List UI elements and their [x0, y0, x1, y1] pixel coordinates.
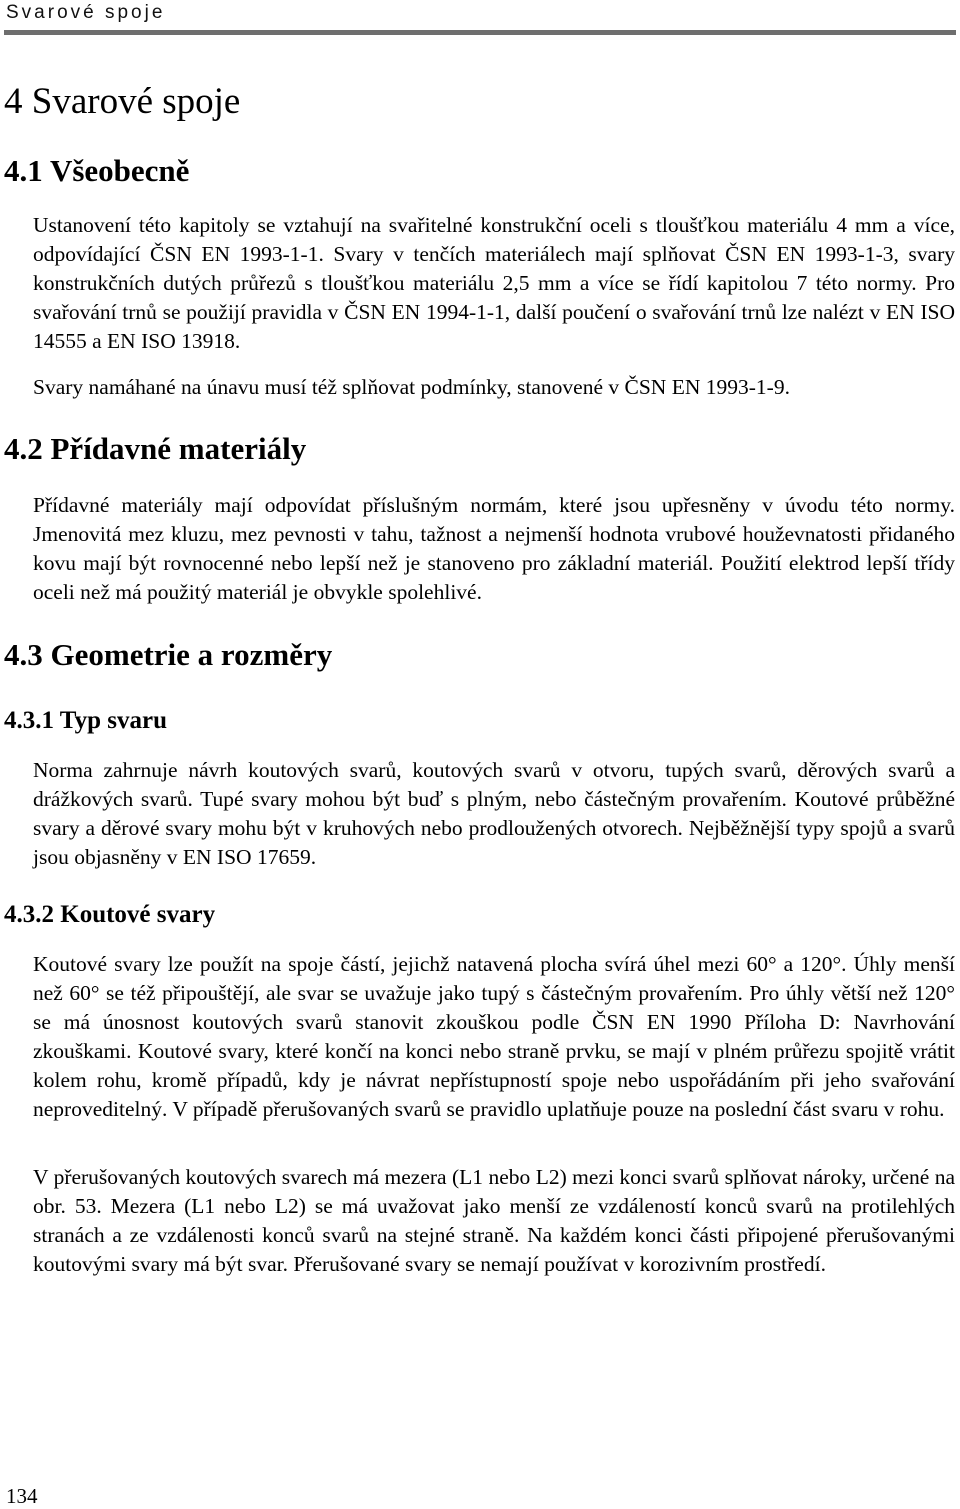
section-4-3-heading: 4.3 Geometrie a rozměry: [4, 637, 333, 672]
running-header: Svarové spoje: [6, 2, 166, 23]
section-4-1-paragraph-2: Svary namáhané na únavu musí též splňovat podmínky, stanovené v ČSN EN 1993-1-9.: [33, 375, 790, 399]
section-4-3-2-paragraph-2: V přerušovaných koutových svarech má mezera (L1 nebo L2) mezi konci svarů splňovat nároky, určené na obr. 53. Mezera (L1 nebo L2) se má uvažovat jako menší ze vzdáleností konců svarů na protilehlých stranách a ze vzdálenosti konců svarů na stejné straně. Na každém konci části připojené přerušovanými koutovými svary má být svar. Přerušované svary se nemají používat v korozivním prostředí.: [33, 1165, 955, 1276]
section-4-2-heading: 4.2 Přídavné materiály: [4, 431, 307, 466]
page-number: 134: [6, 1484, 38, 1508]
section-4-3-1-paragraph-1: Norma zahrnuje návrh koutových svarů, koutových svarů v otvoru, tupých svarů, děrových svarů a drážkových svarů. Tupé svary mohou být buď s plným, nebo částečným provařením. Koutové průběžné svary a děrové svary mohu být v kruhových nebo prodloužených otvorech. Nejběžnější typy spojů a svarů jsou objasněny v EN ISO 17659.: [33, 758, 955, 869]
chapter-title: 4 Svarové spoje: [4, 81, 241, 122]
section-4-2-paragraph-1: Přídavné materiály mají odpovídat příslušným normám, které jsou upřesněny v úvodu této normy. Jmenovitá mez kluzu, mez pevnosti v tahu, tažnost a nejmenší hodnota vrubové houževnatosti přidaného kovu mají být rovnocenné nebo lepší než je stanoveno pro základní materiál. Použití elektrod lepší třídy oceli než má použitý materiál je obvykle spolehlivé.: [33, 493, 955, 604]
section-4-3-2-heading: 4.3.2 Koutové svary: [4, 901, 216, 928]
header-rule: [4, 30, 956, 35]
section-4-1-heading: 4.1 Všeobecně: [4, 153, 190, 188]
section-4-1-paragraph-1: Ustanovení této kapitoly se vztahují na svařitelné konstrukční oceli s tloušťkou materiálu 4 mm a více, odpovídající ČSN EN 1993-1-1. Svary v tenčích materiálech mají splňovat ČSN EN 1993-1-3, svary konstrukčních dutých průřezů s tloušťkou materiálu 2,5 mm a více se řídí kapitolou 7 této normy. Pro svařování trnů se použijí pravidla v ČSN EN 1994-1-1, další poučení o svařování trnů lze nalézt v EN ISO 14555 a EN ISO 13918.: [33, 213, 955, 353]
section-4-3-1-heading: 4.3.1 Typ svaru: [4, 707, 168, 734]
section-4-3-2-paragraph-1: Koutové svary lze použít na spoje částí, jejichž natavená plocha svírá úhel mezi 60° a 120°. Úhly menší než 60° se též připouštějí, ale svar se uvažuje jako tupý s částečným provařením. Pro úhly větší než 120° se má únosnost koutových svarů stanovit zkouškou podle ČSN EN 1990 Příloha D: Navrhování zkouškami. Koutové svary, které končí na konci nebo straně prvku, se mají v plném průřezu spojitě vrátit kolem rohu, kromě případů, kdy je návrat nepřístupností spoje nebo uspořádáním při jeho svařování neproveditelný. V případě přerušovaných svarů se pravidlo uplatňuje pouze na poslední část svaru v rohu.: [33, 952, 955, 1121]
